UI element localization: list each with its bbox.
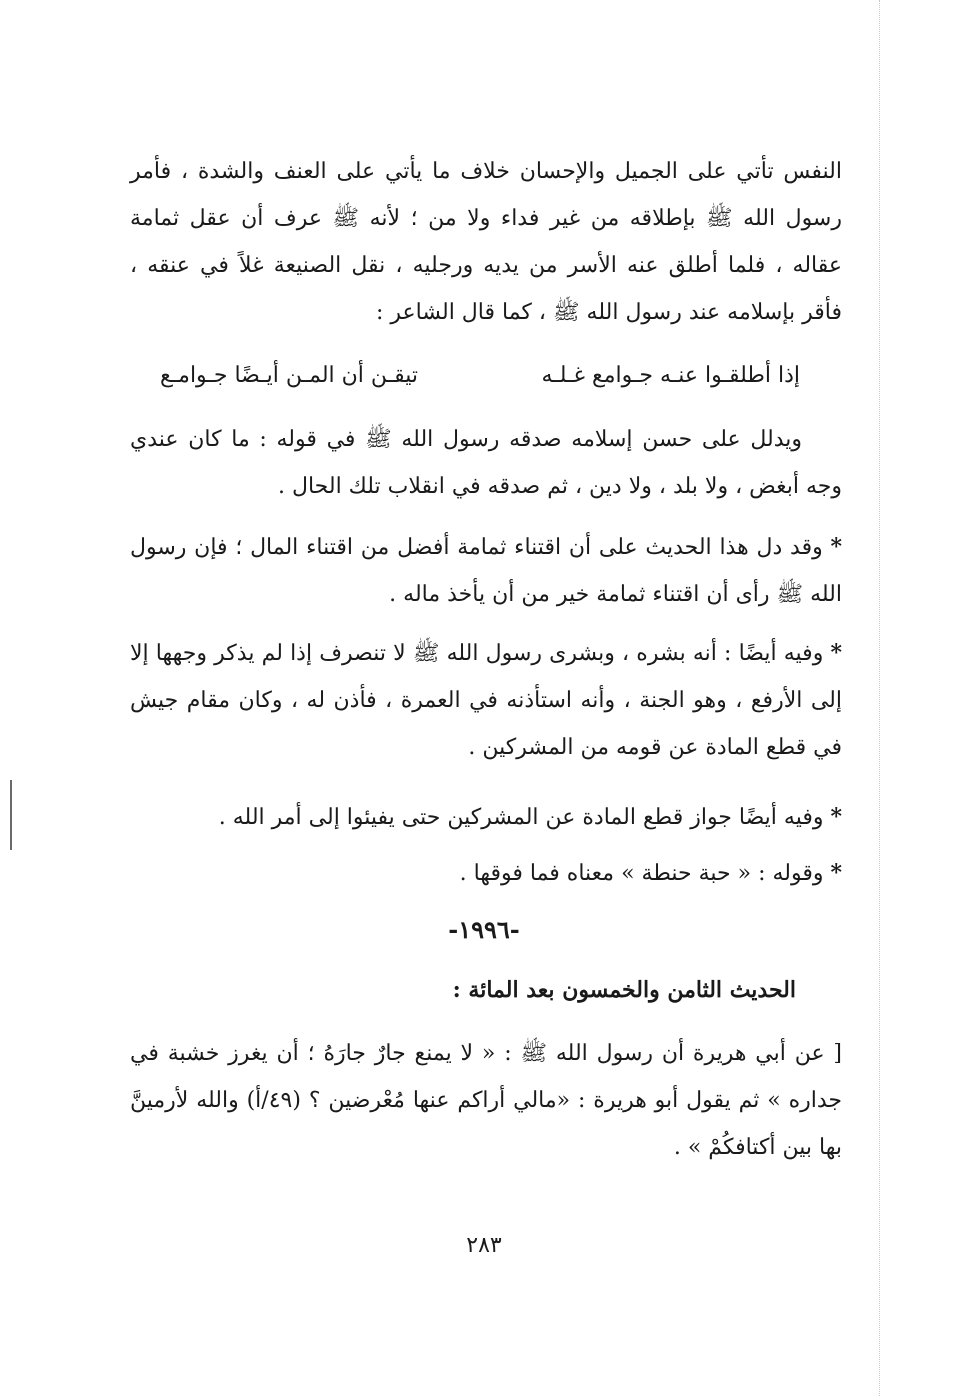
hadith-number: -١٩٩٦- <box>448 915 520 944</box>
page-edge-line <box>879 0 880 1396</box>
point-1-text: وقد دل هذا الحديث على أن اقتناء ثمامة أفضل من اقتناء المال ؛ فإن رسول الله ﷺ رأى أن اقتناء ثمامة خير من أن يأخذ ماله . <box>130 535 842 607</box>
star-marker: * <box>830 534 843 560</box>
point-2 <box>130 630 842 771</box>
star-marker: * <box>830 804 842 830</box>
point-3-text: وفيه أيضًا جواز قطع المادة عن المشركين حتى يفيئوا إلى أمر الله . <box>218 805 824 830</box>
poem-second-hemistich: تيقـن أن المـن أيـضًا جـوامـع <box>160 363 418 388</box>
paragraph-1: النفس تأتي على الجميل والإحسان خلاف ما يأتي على العنف والشدة ، فأمر رسول الله ﷺ بإطلاقه من غير فداء ولا من ؛ لأنه ﷺ عرف أن عقل ثمامة عقاله ، فلما أطلق عنه الأسر من يديه ورجليه ، نقل الصنيعة غلاً في عنقه ، فأقر بإسلامه عند رسول الله ﷺ ، كما قال الشاعر : <box>130 159 842 325</box>
poem-verse <box>160 352 800 400</box>
page-number: ٢٨٣ <box>466 1233 502 1258</box>
section-heading: الحديث الثامن والخمسون بعد المائة : <box>452 977 796 1003</box>
point-3 <box>130 794 842 841</box>
point-4-text: وقوله : « حبة حنطة » معناه فما فوقها . <box>459 861 824 886</box>
point-1 <box>130 524 842 618</box>
paragraph-2: ويدلل على حسن إسلامه صدقه رسول الله ﷺ في قوله : ما كان عندي وجه أبغض ، ولا بلد ، ولا دين ، ثم صدقه في انقلاب تلك الحال . <box>130 427 842 499</box>
hadith-text: [ عن أبي هريرة أن رسول الله ﷺ : « لا يمنع جارٌ جارَهُ ؛ أن يغرز خشبة في جداره » ثم يقول أبو هريرة : «مالي أراكم عنها مُعْرضين ؟ (٤٩/أ) والله لأرمينَّ بها بين أكتافكُمْ » . <box>130 1041 843 1160</box>
margin-mark <box>10 780 12 850</box>
star-marker: * <box>830 640 842 666</box>
poem-first-hemistich: إذا أطلقـوا عنـه جـوامع غـلـه <box>541 363 800 388</box>
point-2-text: وفيه أيضًا : أنه بشره ، وبشرى رسول الله ﷺ لا تنصرف إذا لم يذكر وجهها إلا إلى الأرفع ، وهو الجنة ، وأنه استأذنه في العمرة ، فأذن له ، وكان مقام جيش في قطع المادة عن قومه من المشركين . <box>130 641 842 760</box>
star-marker: * <box>830 860 842 886</box>
point-4 <box>130 850 842 897</box>
